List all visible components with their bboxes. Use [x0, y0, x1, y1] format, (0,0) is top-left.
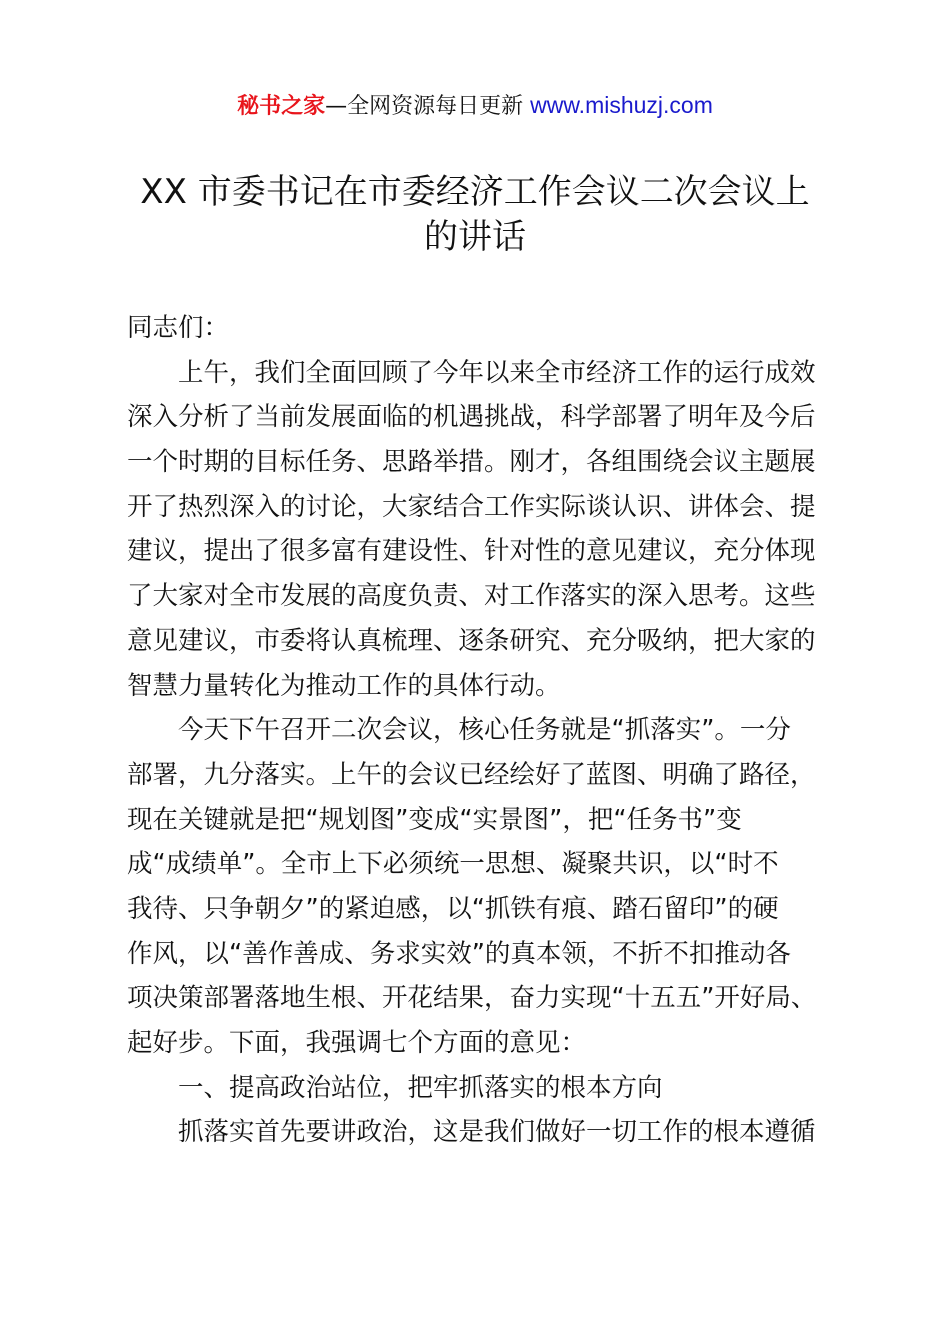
body-text-line: 一、提高政治站位，把牢抓落实的根本方向	[178, 1072, 663, 1103]
body-text-line: 抓落实首先要讲政治，这是我们做好一切工作的根本遵循	[178, 1117, 816, 1148]
body-text-line: 我待、只争朝夕”的紧迫感，以“抓铁有痕、踏石留印”的硬	[127, 893, 779, 924]
body-text-line: 现在关键就是把“规划图”变成“实景图”，把“任务书”变	[127, 804, 742, 835]
body-text-line: 作风，以“善作善成、务求实效”的真本领，不折不扣推动各	[127, 938, 791, 969]
brand-name: 秘书之家	[237, 94, 326, 119]
body-text-line: 一个时期的目标任务、思路举措。刚才，各组围绕会议主题展	[127, 447, 816, 478]
body-text-line: 深入分析了当前发展面临的机遇挑战，科学部署了明年及今后	[127, 402, 816, 433]
banner-tagline: —全网资源每日更新	[325, 94, 524, 119]
body-text-line: 项决策部署落地生根、开花结果，奋力实现“十五五”开好局、	[127, 983, 817, 1014]
body-text-line: 上午，我们全面回顾了今年以来全市经济工作的运行成效	[178, 357, 816, 388]
body-text-line: 智慧力量转化为推动工作的具体行动。	[127, 670, 561, 701]
body-text-line: 部署，九分落实。上午的会议已经绘好了蓝图、明确了路径，	[127, 759, 816, 790]
body-text-line: 今天下午召开二次会议，核心任务就是“抓落实”。一分	[178, 715, 791, 746]
body-text-line: 起好步。下面，我强调七个方面的意见：	[127, 1028, 587, 1058]
title-line-2: 的讲话	[424, 217, 526, 257]
body-text-line: 同志们：	[127, 313, 230, 343]
body-text-line: 意见建议，市委将认真梳理、逐条研究、充分吸纳，把大家的	[127, 625, 816, 656]
document-body	[127, 306, 847, 1155]
title-line-1: XX 市委书记在市委经济工作会议二次会议上	[140, 172, 810, 212]
body-text-line: 成“成绩单”。全市上下必须统一思想、凝聚共识，以“时不	[127, 849, 779, 880]
body-text-line: 建议，提出了很多富有建设性、针对性的意见建议，充分体现	[127, 536, 816, 567]
site-url-link[interactable]: www.mishuzj.com	[530, 92, 713, 118]
body-text-line: 了大家对全市发展的高度负责、对工作落实的深入思考。这些	[127, 581, 816, 612]
site-banner	[0, 88, 950, 124]
document-title	[0, 170, 950, 260]
body-text-line: 开了热烈深入的讨论，大家结合工作实际谈认识、讲体会、提	[127, 491, 816, 522]
